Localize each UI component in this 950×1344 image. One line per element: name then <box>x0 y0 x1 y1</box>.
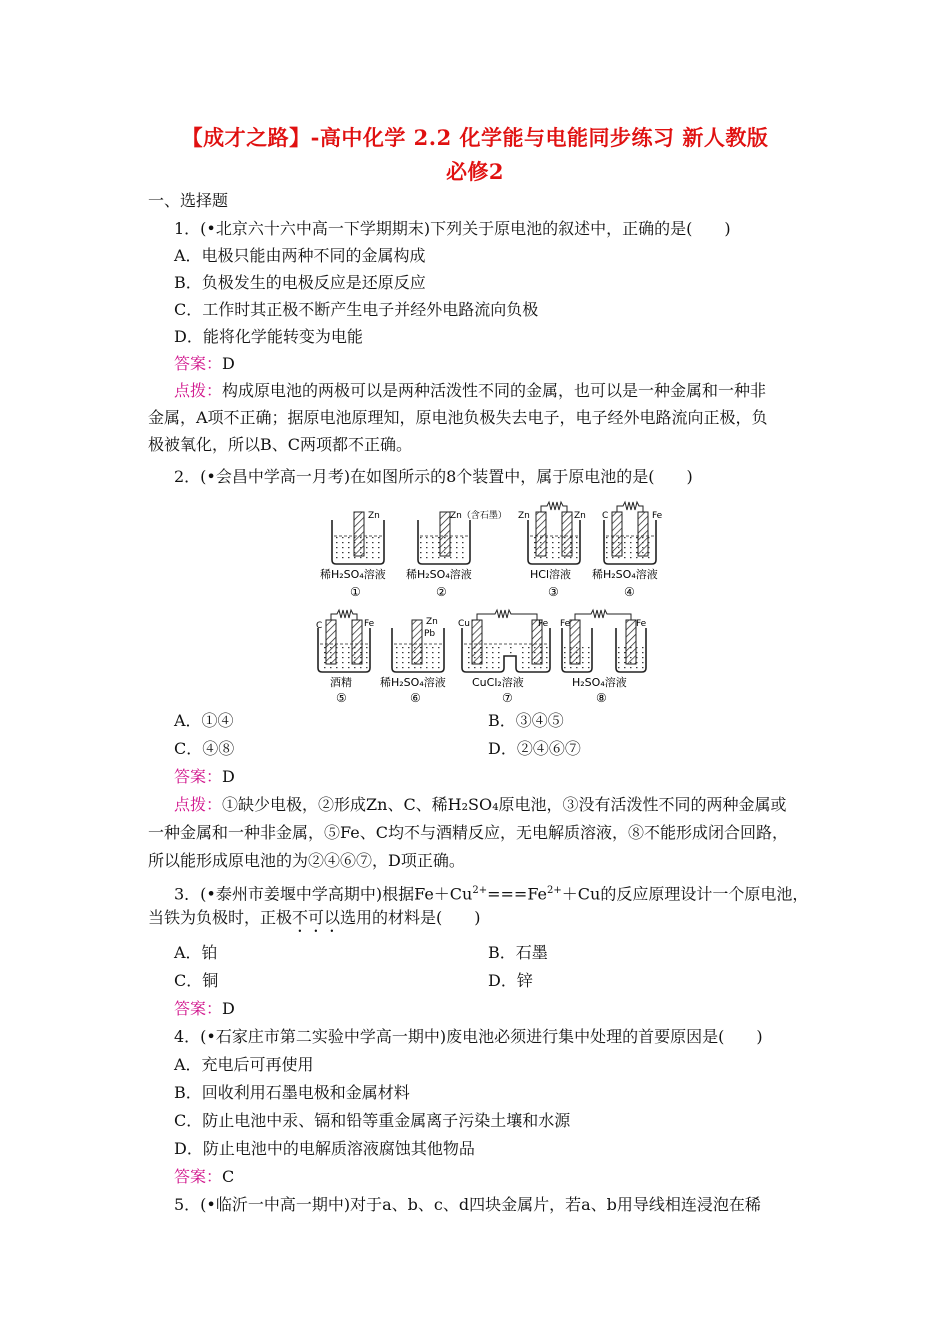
q1-option-a: A．电极只能由两种不同的金属构成 <box>174 246 426 265</box>
cell-8-right-label: Fe <box>636 619 647 629</box>
hint-text: 构成原电池的两极可以是两种活泼性不同的金属，也可以是一种金属和一种非 <box>222 381 767 400</box>
q3-stem-mid: ===Fe <box>487 884 548 904</box>
cell-6-solution: 稀H₂SO₄溶液 <box>380 676 446 689</box>
cell-1-solution: 稀H₂SO₄溶液 <box>320 568 386 581</box>
cell-5-solution: 酒精 <box>330 676 352 689</box>
q3-option-b: B．石墨 <box>488 943 548 962</box>
q2-option-a: A．①④ <box>174 711 234 730</box>
cell-3-left-label: Zn <box>518 511 530 521</box>
cell-7-left-label: Cu <box>458 619 470 629</box>
q3-option-d: D．锌 <box>488 971 533 990</box>
q5-stem: 5．(•临沂一中高一期中)对于a、b、c、d四块金属片，若a、b用导线相连浸泡在稀 <box>174 1195 761 1214</box>
answer-value: D <box>222 354 235 373</box>
section-heading: 一、选择题 <box>148 191 229 210</box>
q4-answer <box>174 1166 234 1188</box>
cell-1-electrode-label: Zn <box>368 511 380 521</box>
q4-option-d: D．防止电池中的电解质溶液腐蚀其他物品 <box>174 1139 475 1158</box>
cell-2-electrode-label: Zn（含石墨） <box>450 511 507 521</box>
doc-title-line1: 【成才之路】-高中化学 2.2 化学能与电能同步练习 新人教版 <box>181 125 769 150</box>
cell-8-left-label: Fe <box>560 619 571 629</box>
answer-label: 答案： <box>174 354 223 373</box>
q2-hint-line1 <box>174 794 787 816</box>
answer-value: D <box>222 767 235 786</box>
q3-answer <box>174 998 235 1020</box>
cell-2-solution: 稀H₂SO₄溶液 <box>406 568 472 581</box>
answer-label: 答案： <box>174 1167 223 1186</box>
hint-label: 点拨： <box>174 795 223 814</box>
cell-3-solution: HCl溶液 <box>530 568 572 581</box>
cell-8 <box>560 610 647 705</box>
q3-sup-1: 2+ <box>472 885 488 896</box>
q1-hint-line3: 极被氧化，所以B、C两项都不正确。 <box>148 435 413 454</box>
q2-hint-line3: 所以能形成原电池的为②④⑥⑦，D项正确。 <box>148 851 465 870</box>
cell-5-left-label: C <box>316 621 323 631</box>
q1-answer <box>174 353 235 375</box>
q3-stem-post: ＋Cu的反应原理设计一个原电池， <box>561 884 809 904</box>
cell-8-solution: H₂SO₄溶液 <box>572 676 627 689</box>
cell-6-number: ⑥ <box>410 691 421 705</box>
cell-7-solution: CuCl₂溶液 <box>472 676 524 689</box>
galvanic-cell-figure <box>310 500 680 710</box>
cell-8-number: ⑧ <box>596 691 607 705</box>
answer-value: D <box>222 999 235 1018</box>
q1-option-d: D．能将化学能转变为电能 <box>174 327 363 346</box>
answer-value: C <box>222 1167 235 1186</box>
cell-4-number: ④ <box>624 585 635 599</box>
cell-6-top-label: Zn <box>426 617 438 627</box>
cell-2-number: ② <box>436 585 447 599</box>
cell-7-number: ⑦ <box>502 691 513 705</box>
q1-hint-line1 <box>174 380 766 402</box>
cell-7-right-label: Fe <box>538 619 549 629</box>
hint-label: 点拨： <box>174 381 223 400</box>
q1-option-c: C．工作时其正极不断产生电子并经外电路流向负极 <box>174 300 539 319</box>
cell-3 <box>518 502 586 599</box>
q3-sup-2: 2+ <box>547 885 562 896</box>
cell-5-number: ⑤ <box>336 691 347 705</box>
cell-1-number: ① <box>350 585 361 599</box>
q1-hint-line2: 金属，A项不正确；据原电池原理知，原电池负极失去电子，电子经外电路流向正极，负 <box>148 408 768 427</box>
q4-option-b: B．回收利用石墨电极和金属材料 <box>174 1083 410 1102</box>
cell-6 <box>380 617 446 705</box>
q3-emphasis: 不可以 <box>292 908 341 927</box>
q3-stem <box>174 880 808 905</box>
q2-option-c: C．④⑧ <box>174 739 235 758</box>
q3-option-a: A．铂 <box>174 943 218 962</box>
q1-option-b: B．负极发生的电极反应是还原反应 <box>174 273 426 292</box>
q3-stem-pre: 3．(•泰州市姜堰中学高期中)根据Fe＋Cu <box>174 884 473 904</box>
q4-option-c: C．防止电池中汞、镉和铅等重金属离子污染土壤和水源 <box>174 1111 571 1130</box>
cell-7 <box>458 610 550 705</box>
q3-line2-post: 选用的材料是( ) <box>340 908 481 927</box>
hint-text: ①缺少电极，②形成Zn、C、稀H₂SO₄原电池，③没有活泼性不同的两种金属或 <box>222 795 787 814</box>
q2-option-d: D．②④⑥⑦ <box>488 739 581 758</box>
q4-stem: 4．(•石家庄市第二实验中学高一期中)废电池必须进行集中处理的首要原因是( ) <box>174 1027 763 1046</box>
cell-3-number: ③ <box>548 585 559 599</box>
cell-5-right-label: Fe <box>364 619 375 629</box>
doc-title-line2: 必修2 <box>445 159 505 184</box>
answer-label: 答案： <box>174 999 223 1018</box>
cell-3-right-label: Zn <box>574 511 586 521</box>
cell-4-solution: 稀H₂SO₄溶液 <box>592 568 658 581</box>
answer-label: 答案： <box>174 767 223 786</box>
q2-hint-line2: 一种金属和一种非金属，⑤Fe、C均不与酒精反应，无电解质溶液，⑧不能形成闭合回路， <box>148 823 788 842</box>
q4-option-a: A．充电后可再使用 <box>174 1055 314 1074</box>
cell-6-lower-label: Pb <box>424 629 436 639</box>
q2-answer <box>174 766 235 788</box>
cell-5 <box>316 610 375 705</box>
q3-stem-line2 <box>148 907 481 936</box>
cell-4-left-label: C <box>602 511 609 521</box>
cell-4-right-label: Fe <box>652 511 663 521</box>
cell-2 <box>406 509 507 599</box>
q2-stem: 2．(•会昌中学高一月考)在如图所示的8个装置中，属于原电池的是( ) <box>174 467 693 486</box>
q1-stem: 1．(•北京六十六中高一下学期期末)下列关于原电池的叙述中，正确的是( ) <box>174 219 731 238</box>
cell-4 <box>592 502 663 599</box>
q2-option-b: B．③④⑤ <box>488 711 564 730</box>
q3-option-c: C．铜 <box>174 971 219 990</box>
cell-1 <box>320 511 386 599</box>
q3-line2-pre: 当铁为负极时，正极 <box>148 908 293 927</box>
